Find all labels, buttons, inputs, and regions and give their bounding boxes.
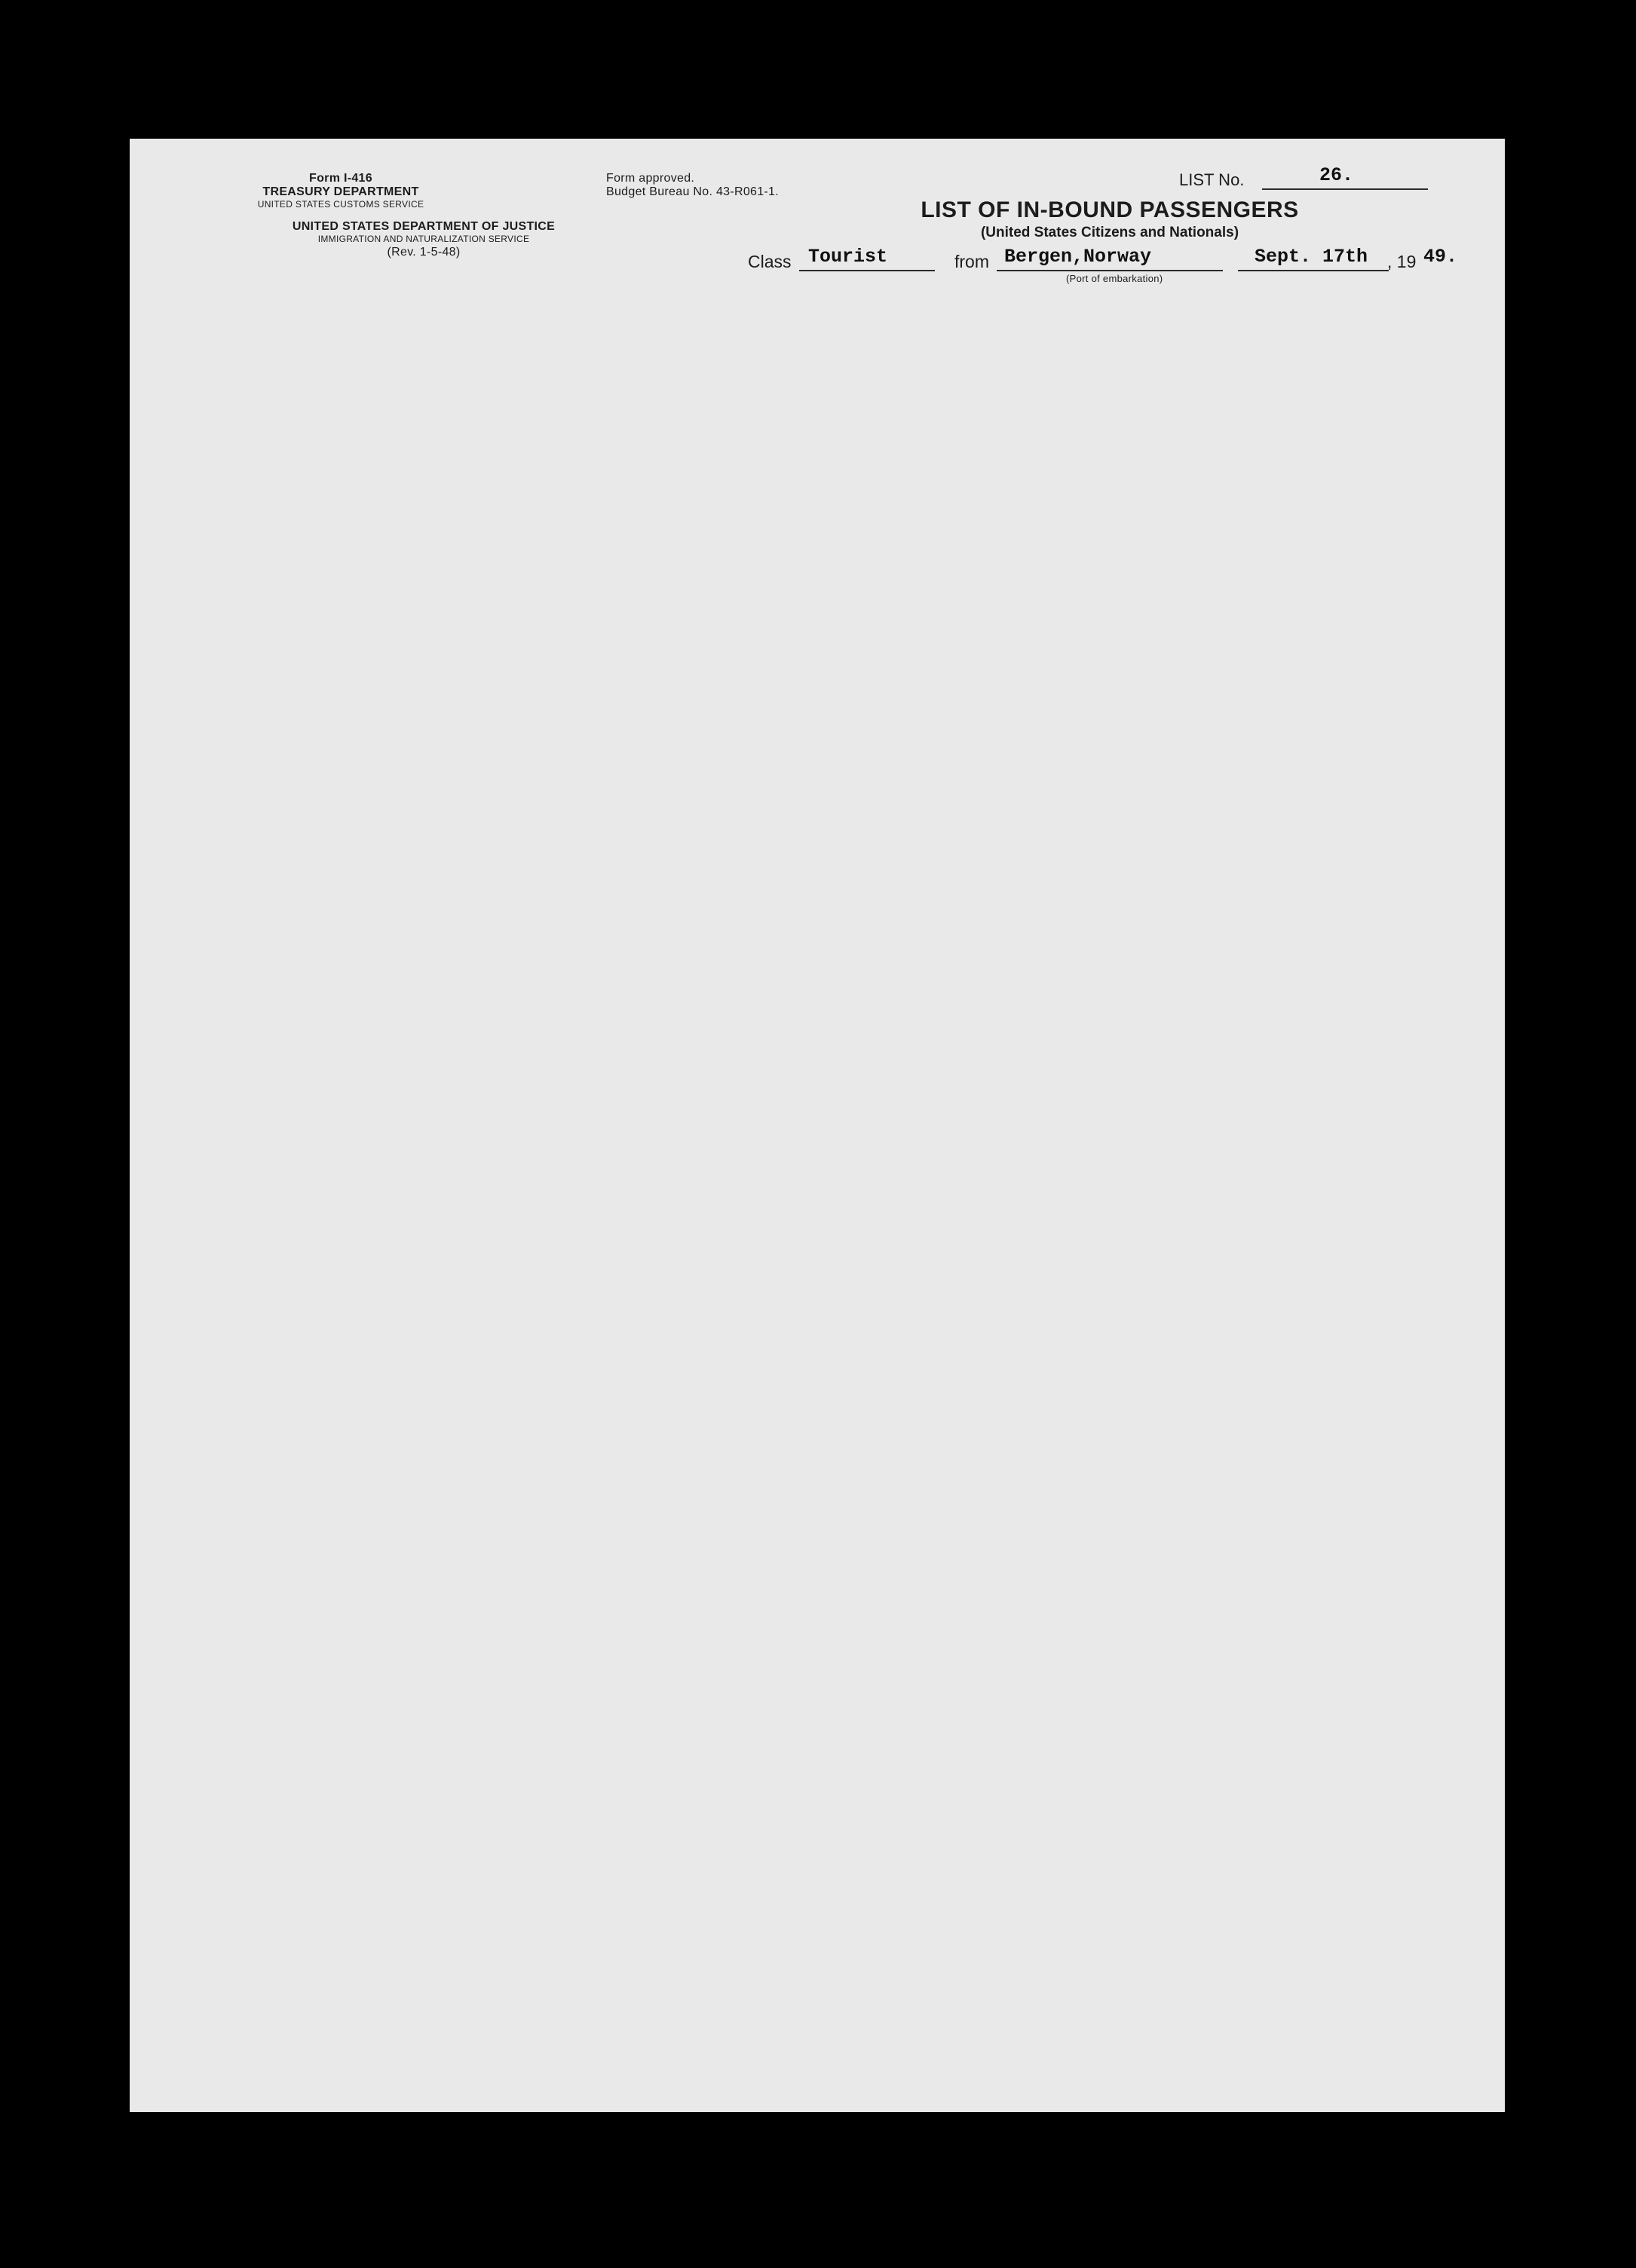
list-no-label: LIST No. bbox=[1179, 170, 1245, 189]
embarkation-year: 49. bbox=[1423, 246, 1458, 268]
treasury-dept: TREASURY DEPARTMENT bbox=[262, 185, 419, 198]
budget-bureau: Budget Bureau No. 43-R061-1. bbox=[606, 185, 779, 198]
port-of-embarkation: Bergen,Norway bbox=[1004, 246, 1152, 268]
list-number: 26. bbox=[1319, 164, 1354, 186]
ins-service: IMMIGRATION AND NATURALIZATION SERVICE bbox=[317, 234, 530, 244]
justice-dept: UNITED STATES DEPARTMENT OF JUSTICE bbox=[292, 220, 556, 233]
embarkation-date: Sept. 17th bbox=[1255, 246, 1368, 268]
document-title: LIST OF IN-BOUND PASSENGERS bbox=[921, 197, 1299, 222]
customs-service: UNITED STATES CUSTOMS SERVICE bbox=[257, 199, 424, 210]
port-caption: (Port of embarkation) bbox=[1066, 273, 1163, 284]
from-label: from bbox=[954, 252, 989, 271]
year-prefix: , 19 bbox=[1387, 252, 1417, 271]
manifest-sheet bbox=[130, 139, 1505, 2112]
class-value: Tourist bbox=[808, 246, 888, 268]
document-subtitle: (United States Citizens and Nationals) bbox=[980, 225, 1239, 240]
class-label: Class bbox=[748, 252, 792, 271]
form-approved: Form approved. bbox=[606, 172, 695, 185]
form-number: Form I-416 bbox=[309, 172, 372, 185]
form-revision: (Rev. 1-5-48) bbox=[387, 246, 461, 259]
